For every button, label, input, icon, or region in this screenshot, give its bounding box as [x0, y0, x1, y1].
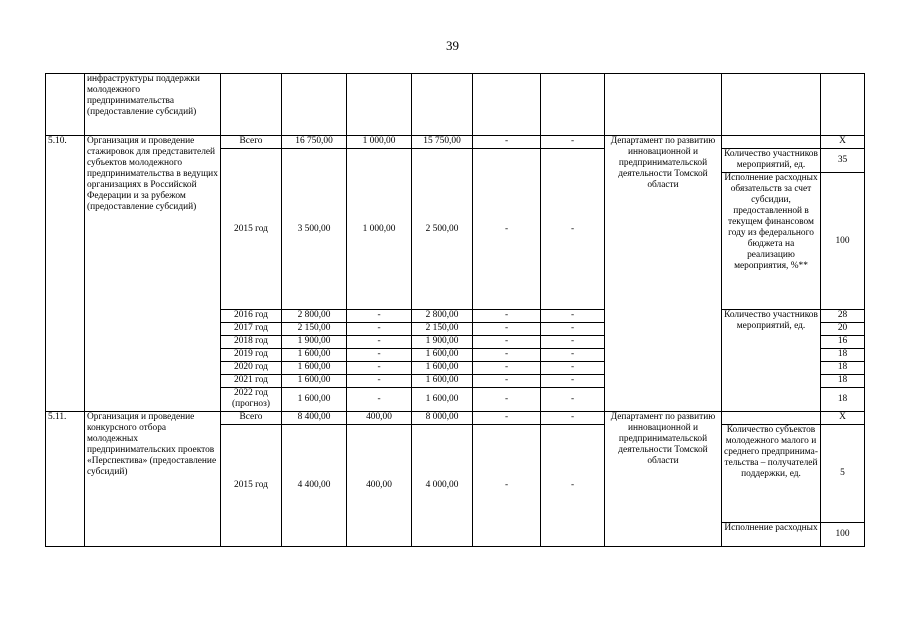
- sum-cell: 2 150,00: [282, 323, 347, 336]
- indicator-value: 16: [821, 336, 865, 349]
- row-number: 5.10.: [46, 136, 85, 412]
- regional-cell: 8 000,00: [412, 412, 473, 425]
- regional-cell: 2 500,00: [412, 149, 473, 310]
- extrabudget-cell: -: [541, 412, 605, 425]
- indicator-name: Количество участников мероприятий, ед.: [722, 310, 821, 412]
- local-cell: -: [473, 310, 541, 323]
- sum-cell: 1 900,00: [282, 336, 347, 349]
- extrabudget-cell: -: [541, 362, 605, 375]
- program-table: [45, 73, 865, 547]
- executor: Департамент по развитию инновационной и предпринимательской деятельности Томской области: [605, 136, 722, 412]
- table-row: [46, 136, 865, 149]
- period-label: 2020 год: [221, 362, 282, 375]
- local-cell: -: [473, 388, 541, 412]
- period-label: 2016 год: [221, 310, 282, 323]
- indicator-value: 18: [821, 362, 865, 375]
- indicator-name: Количество субъектов молодежного малого и среднего предпринима-тельства – получателей поддержки, ед.: [722, 425, 821, 523]
- indicator-value: 20: [821, 323, 865, 336]
- table-row: [46, 412, 865, 425]
- sum-cell: 3 500,00: [282, 149, 347, 310]
- page-number: 39: [446, 38, 459, 53]
- federal-cell: -: [347, 310, 412, 323]
- federal-cell: 1 000,00: [347, 136, 412, 149]
- period-label: 2021 год: [221, 375, 282, 388]
- sum-cell: 2 800,00: [282, 310, 347, 323]
- measure-name: Организация и проведение конкурсного отбора молодежных предпринимательских проектов «Перспектива» (предоставление субсидий): [85, 412, 221, 547]
- indicator-value: 35: [821, 149, 865, 173]
- indicator-value: X: [821, 412, 865, 425]
- indicator-name: Количество участников мероприятий, ед.: [722, 149, 821, 173]
- extrabudget-cell: -: [541, 375, 605, 388]
- local-cell: -: [473, 375, 541, 388]
- federal-cell: 400,00: [347, 412, 412, 425]
- regional-cell: 1 600,00: [412, 349, 473, 362]
- regional-cell: 1 900,00: [412, 336, 473, 349]
- indicator-value: X: [821, 136, 865, 149]
- local-cell: -: [473, 149, 541, 310]
- indicator-name: Исполнение расходных: [722, 523, 821, 547]
- local-cell: -: [473, 336, 541, 349]
- indicator-value: 18: [821, 388, 865, 412]
- local-cell: -: [473, 412, 541, 425]
- regional-cell: 2 150,00: [412, 323, 473, 336]
- local-cell: -: [473, 362, 541, 375]
- federal-cell: -: [347, 323, 412, 336]
- extrabudget-cell: -: [541, 310, 605, 323]
- local-cell: -: [473, 136, 541, 149]
- federal-cell: -: [347, 349, 412, 362]
- period-label: 2015 год: [221, 149, 282, 310]
- federal-cell: 400,00: [347, 425, 412, 547]
- period-label: Всего: [221, 412, 282, 425]
- local-cell: -: [473, 323, 541, 336]
- period-label: 2019 год: [221, 349, 282, 362]
- regional-cell: 2 800,00: [412, 310, 473, 323]
- row-number: 5.11.: [46, 412, 85, 547]
- federal-cell: -: [347, 336, 412, 349]
- federal-cell: -: [347, 362, 412, 375]
- period-label: 2022 год (прогноз): [221, 388, 282, 412]
- sum-cell: 8 400,00: [282, 412, 347, 425]
- extrabudget-cell: -: [541, 323, 605, 336]
- regional-cell: 15 750,00: [412, 136, 473, 149]
- table-row: [46, 74, 865, 136]
- sum-cell: 1 600,00: [282, 349, 347, 362]
- period-label: Всего: [221, 136, 282, 149]
- federal-cell: -: [347, 375, 412, 388]
- local-cell: -: [473, 425, 541, 547]
- sum-cell: 4 400,00: [282, 425, 347, 547]
- indicator-value: 18: [821, 375, 865, 388]
- federal-cell: 1 000,00: [347, 149, 412, 310]
- indicator-name: Исполнение расходных обязательств за счет субсидии, предоставленной в текущем финансовом году из федерального бюджета на реализацию мероприятия, %**: [722, 173, 821, 310]
- period-label: 2015 год: [221, 425, 282, 547]
- sum-cell: 1 600,00: [282, 375, 347, 388]
- federal-cell: -: [347, 388, 412, 412]
- executor: Департамент по развитию инновационной и предпринимательской деятельности Томской области: [605, 412, 722, 547]
- indicator-value: 28: [821, 310, 865, 323]
- period-label: 2018 год: [221, 336, 282, 349]
- measure-name: инфраструктуры поддержки молодежного предпринимательства (предоставление субсидий): [85, 74, 221, 136]
- extrabudget-cell: -: [541, 388, 605, 412]
- period-label: 2017 год: [221, 323, 282, 336]
- indicator-value: 100: [821, 173, 865, 310]
- indicator-value: 5: [821, 425, 865, 523]
- measure-name: Организация и проведение стажировок для представителей субъектов молодежного предпринимательства в ведущих организациях в Российской Федерации и за рубежом (предоставление субсидий): [85, 136, 221, 412]
- indicator-value: 100: [821, 523, 865, 547]
- regional-cell: 1 600,00: [412, 362, 473, 375]
- extrabudget-cell: -: [541, 136, 605, 149]
- extrabudget-cell: -: [541, 336, 605, 349]
- extrabudget-cell: -: [541, 149, 605, 310]
- indicator-value: 18: [821, 349, 865, 362]
- sum-cell: 1 600,00: [282, 388, 347, 412]
- extrabudget-cell: -: [541, 349, 605, 362]
- regional-cell: 1 600,00: [412, 375, 473, 388]
- local-cell: -: [473, 349, 541, 362]
- regional-cell: 4 000,00: [412, 425, 473, 547]
- regional-cell: 1 600,00: [412, 388, 473, 412]
- sum-cell: 16 750,00: [282, 136, 347, 149]
- extrabudget-cell: -: [541, 425, 605, 547]
- sum-cell: 1 600,00: [282, 362, 347, 375]
